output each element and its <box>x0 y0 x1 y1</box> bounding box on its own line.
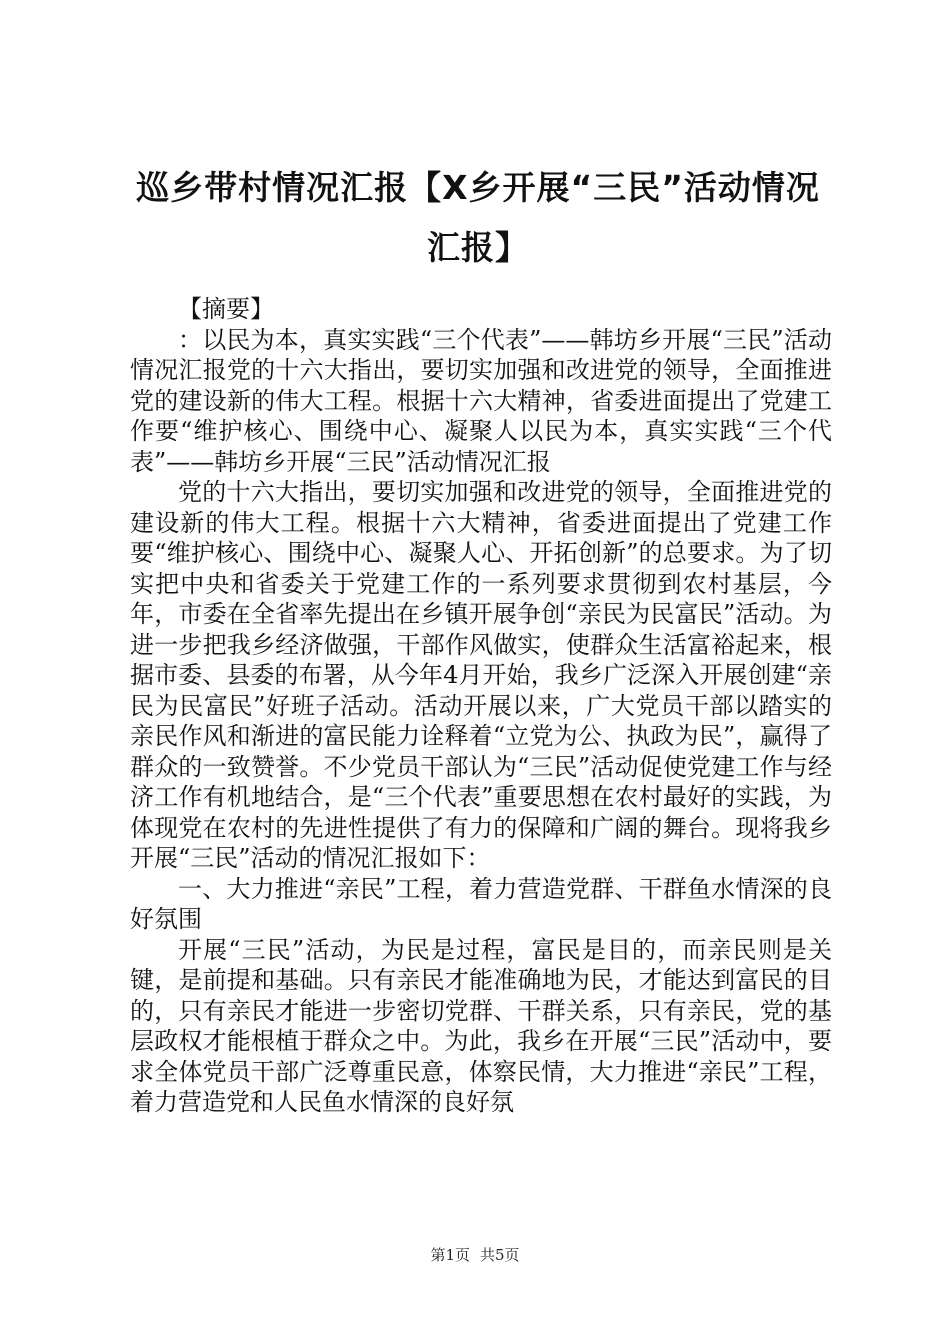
page-number: 第1页 <box>430 1246 470 1264</box>
abstract-label: 【摘要】 <box>178 295 274 323</box>
body-paragraph: 开展“三民”活动，为民是过程，富民是目的，而亲民则是关键，是前提和基础。只有亲民才能准确地为民，才能达到富民的目的，只有亲民才能进一步密切党群、干群关系，只有亲民，党的基层政权才能根植于群众之中。为此，我乡在开展“三民”活动中，要求全体党员干部广泛尊重民意，体察民情，大力推进“亲民”工程，着力营造党和人民鱼水情深的良好氛 <box>130 935 832 1116</box>
page-total: 共5页 <box>480 1246 520 1264</box>
section-heading: 一、大力推进“亲民”工程，着力营造党群、干群鱼水情深的良好氛围 <box>130 874 832 933</box>
page-footer <box>0 1244 950 1265</box>
abstract-text: ：以民为本，真实实践“三个代表”——韩坊乡开展“三民”活动情况汇报党的十六大指出，要切实加强和改进党的领导，全面推进党的建设新的伟大工程。根据十六大精神，省委进面提出了党建工作要“维护核心、围绕中心、凝聚人以民为本，真实实践“三个代表”——韩坊乡开展“三民”活动情况汇报 <box>130 325 832 476</box>
document-body <box>130 294 832 1118</box>
body-paragraph: 党的十六大指出，要切实加强和改进党的领导，全面推进党的建设新的伟大工程。根据十六大精神，省委进面提出了党建工作要“维护核心、围绕中心、凝聚人心、开拓创新”的总要求。为了切实把中央和省委关于党建工作的一系列要求贯彻到农村基层，今年，市委在全省率先提出在乡镇开展争创“亲民为民富民”活动。为进一步把我乡经济做强，干部作风做实，使群众生活富裕起来，根据市委、县委的布署，从今年4月开始，我乡广泛深入开展创建“亲民为民富民”好班子活动。活动开展以来，广大党员干部以踏实的亲民作风和渐进的富民能力诠释着“立党为公、执政为民”，赢得了群众的一致赞誉。不少党员干部认为“三民”活动促使党建工作与经济工作有机地结合，是“三个代表”重要思想在农村最好的实践，为体现党在农村的先进性提供了有力的保障和广阔的舞台。现将我乡开展“三民”活动的情况汇报如下： <box>130 478 832 872</box>
document-title: 巡乡带村情况汇报【X乡开展“三民”活动情况汇报】 <box>136 168 820 267</box>
